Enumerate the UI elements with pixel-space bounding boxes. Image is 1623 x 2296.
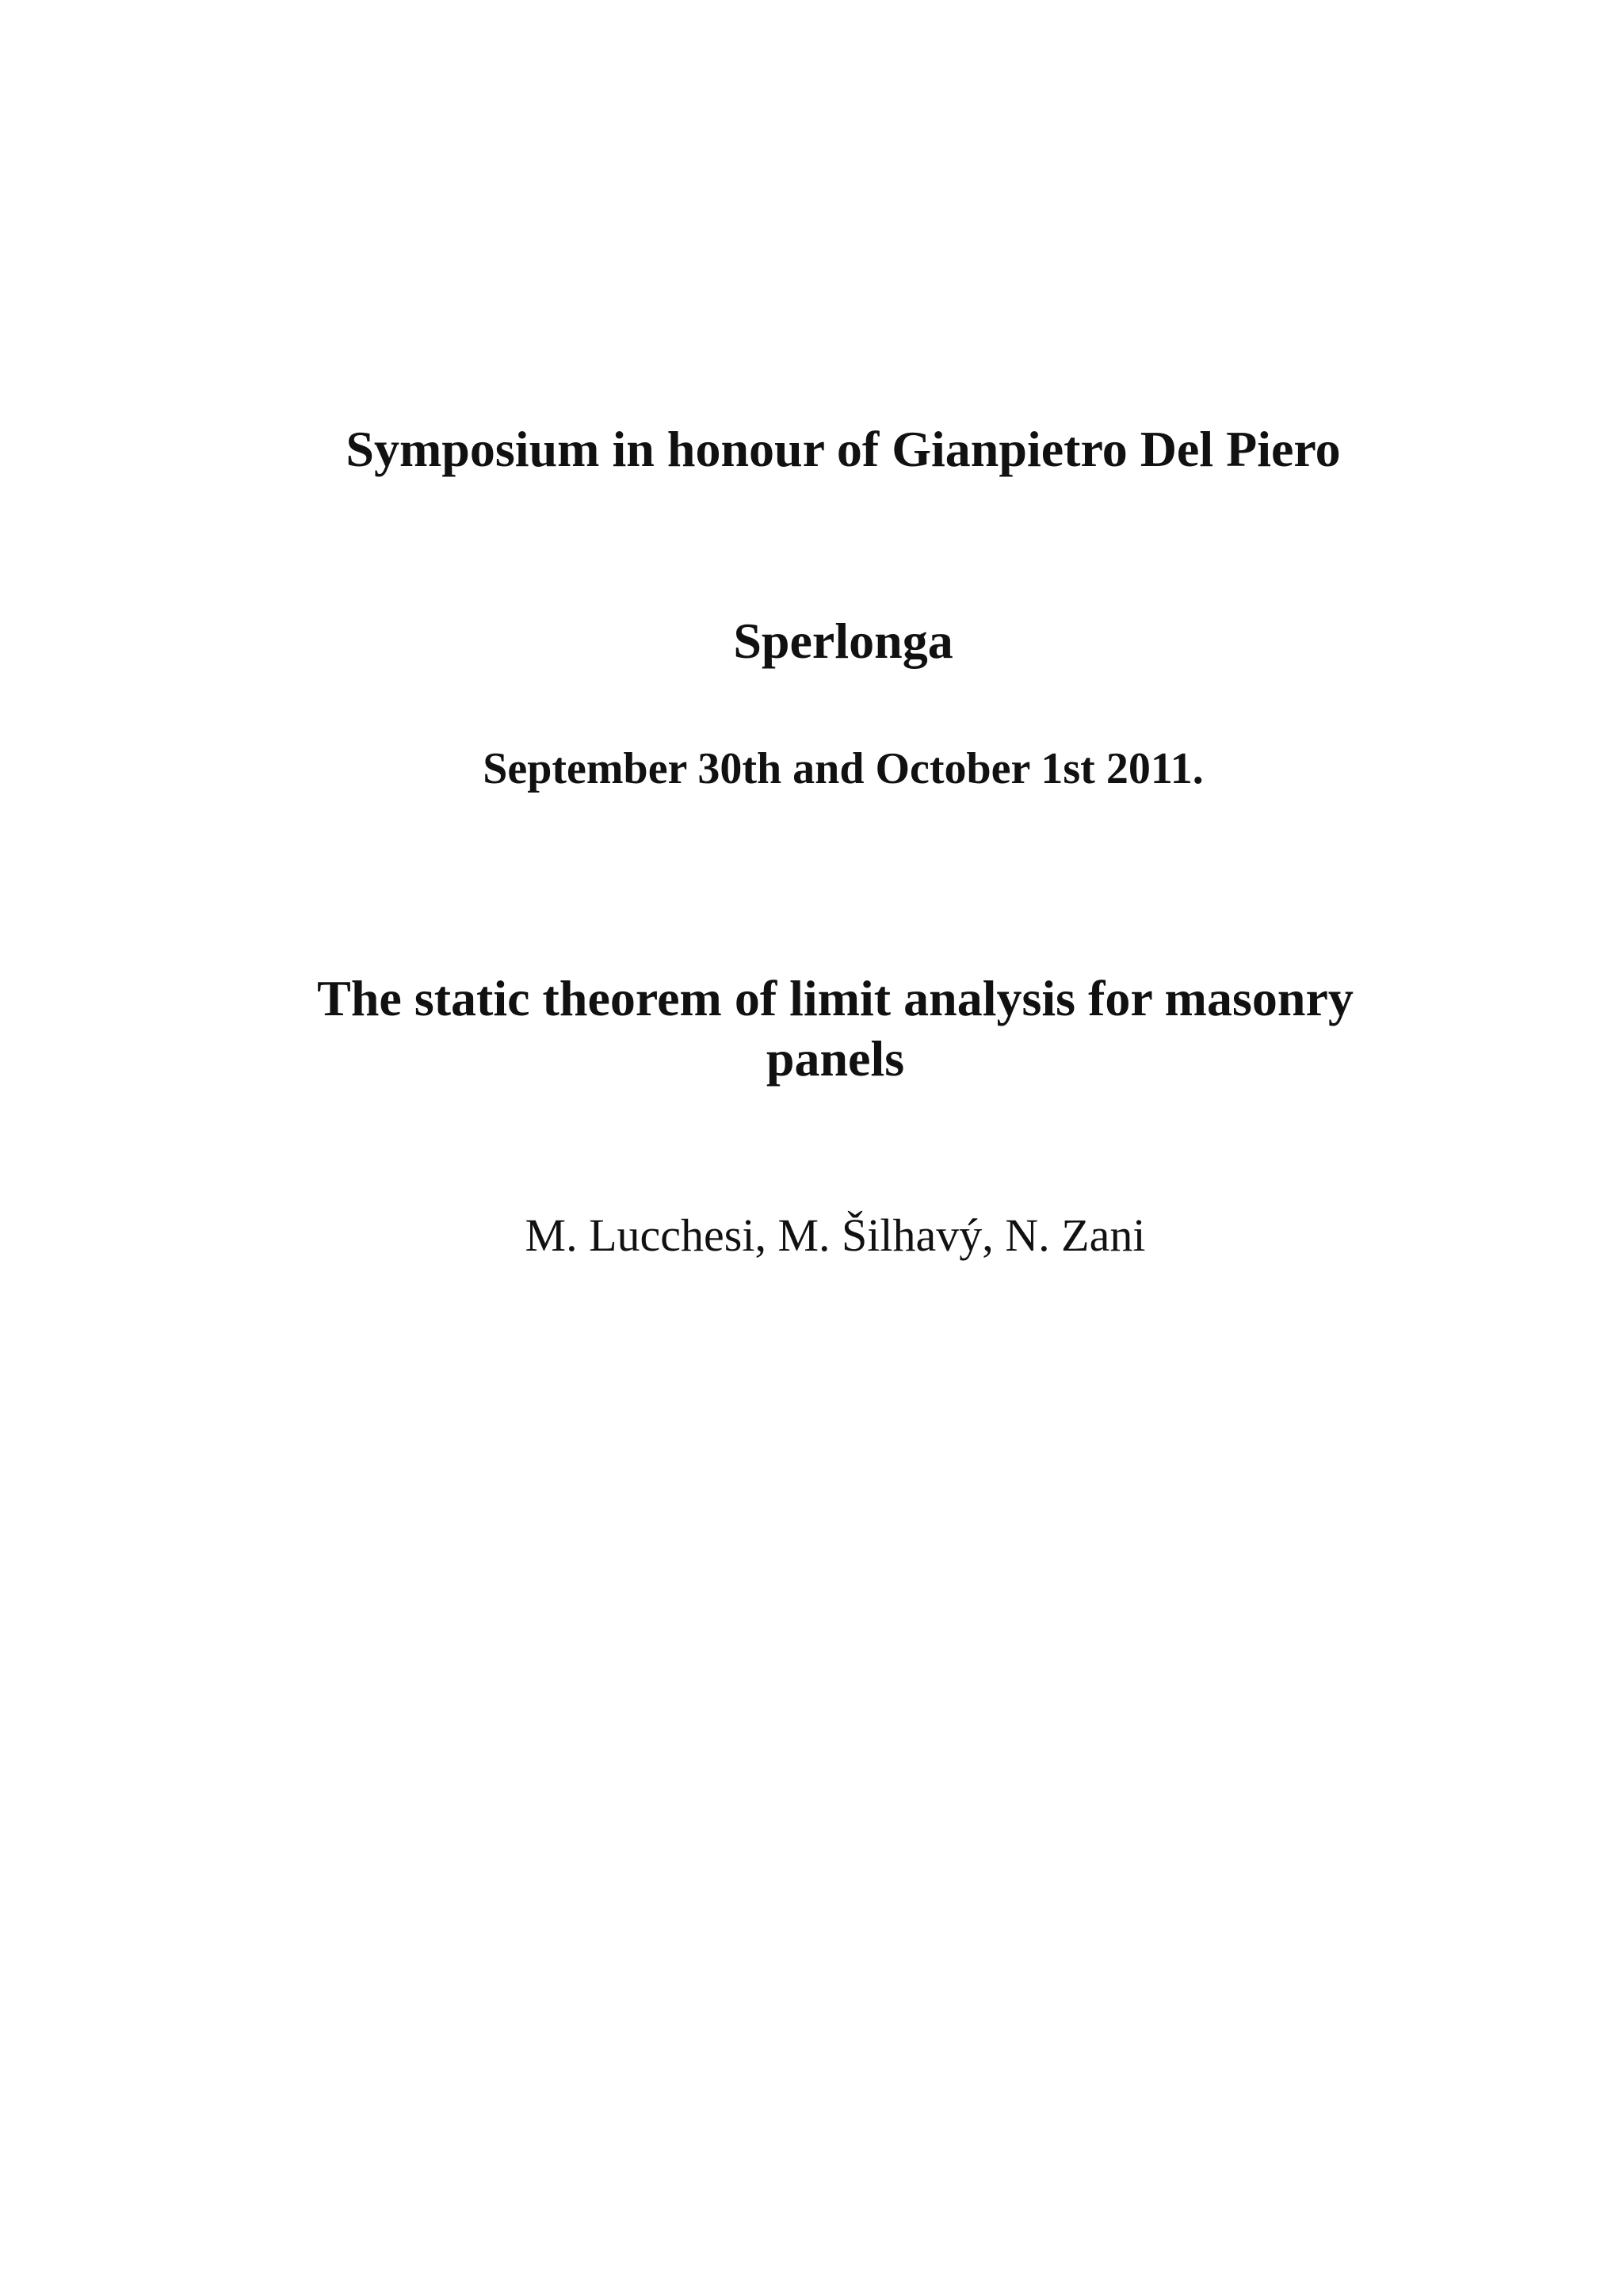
paper-title <box>24 968 1623 1089</box>
paper-title-line-1: The static theorem of limit analysis for masonry <box>317 970 1354 1026</box>
location-heading: Sperlonga <box>733 613 953 669</box>
dates-line: September 30th and October 1st 2011. <box>483 744 1204 793</box>
paper-title-line-2: panels <box>766 1030 905 1087</box>
symposium-heading: Symposium in honour of Gianpietro Del Piero <box>346 421 1341 477</box>
authors-line: M. Lucchesi, M. Šilhavý, N. Zani <box>525 1209 1146 1261</box>
